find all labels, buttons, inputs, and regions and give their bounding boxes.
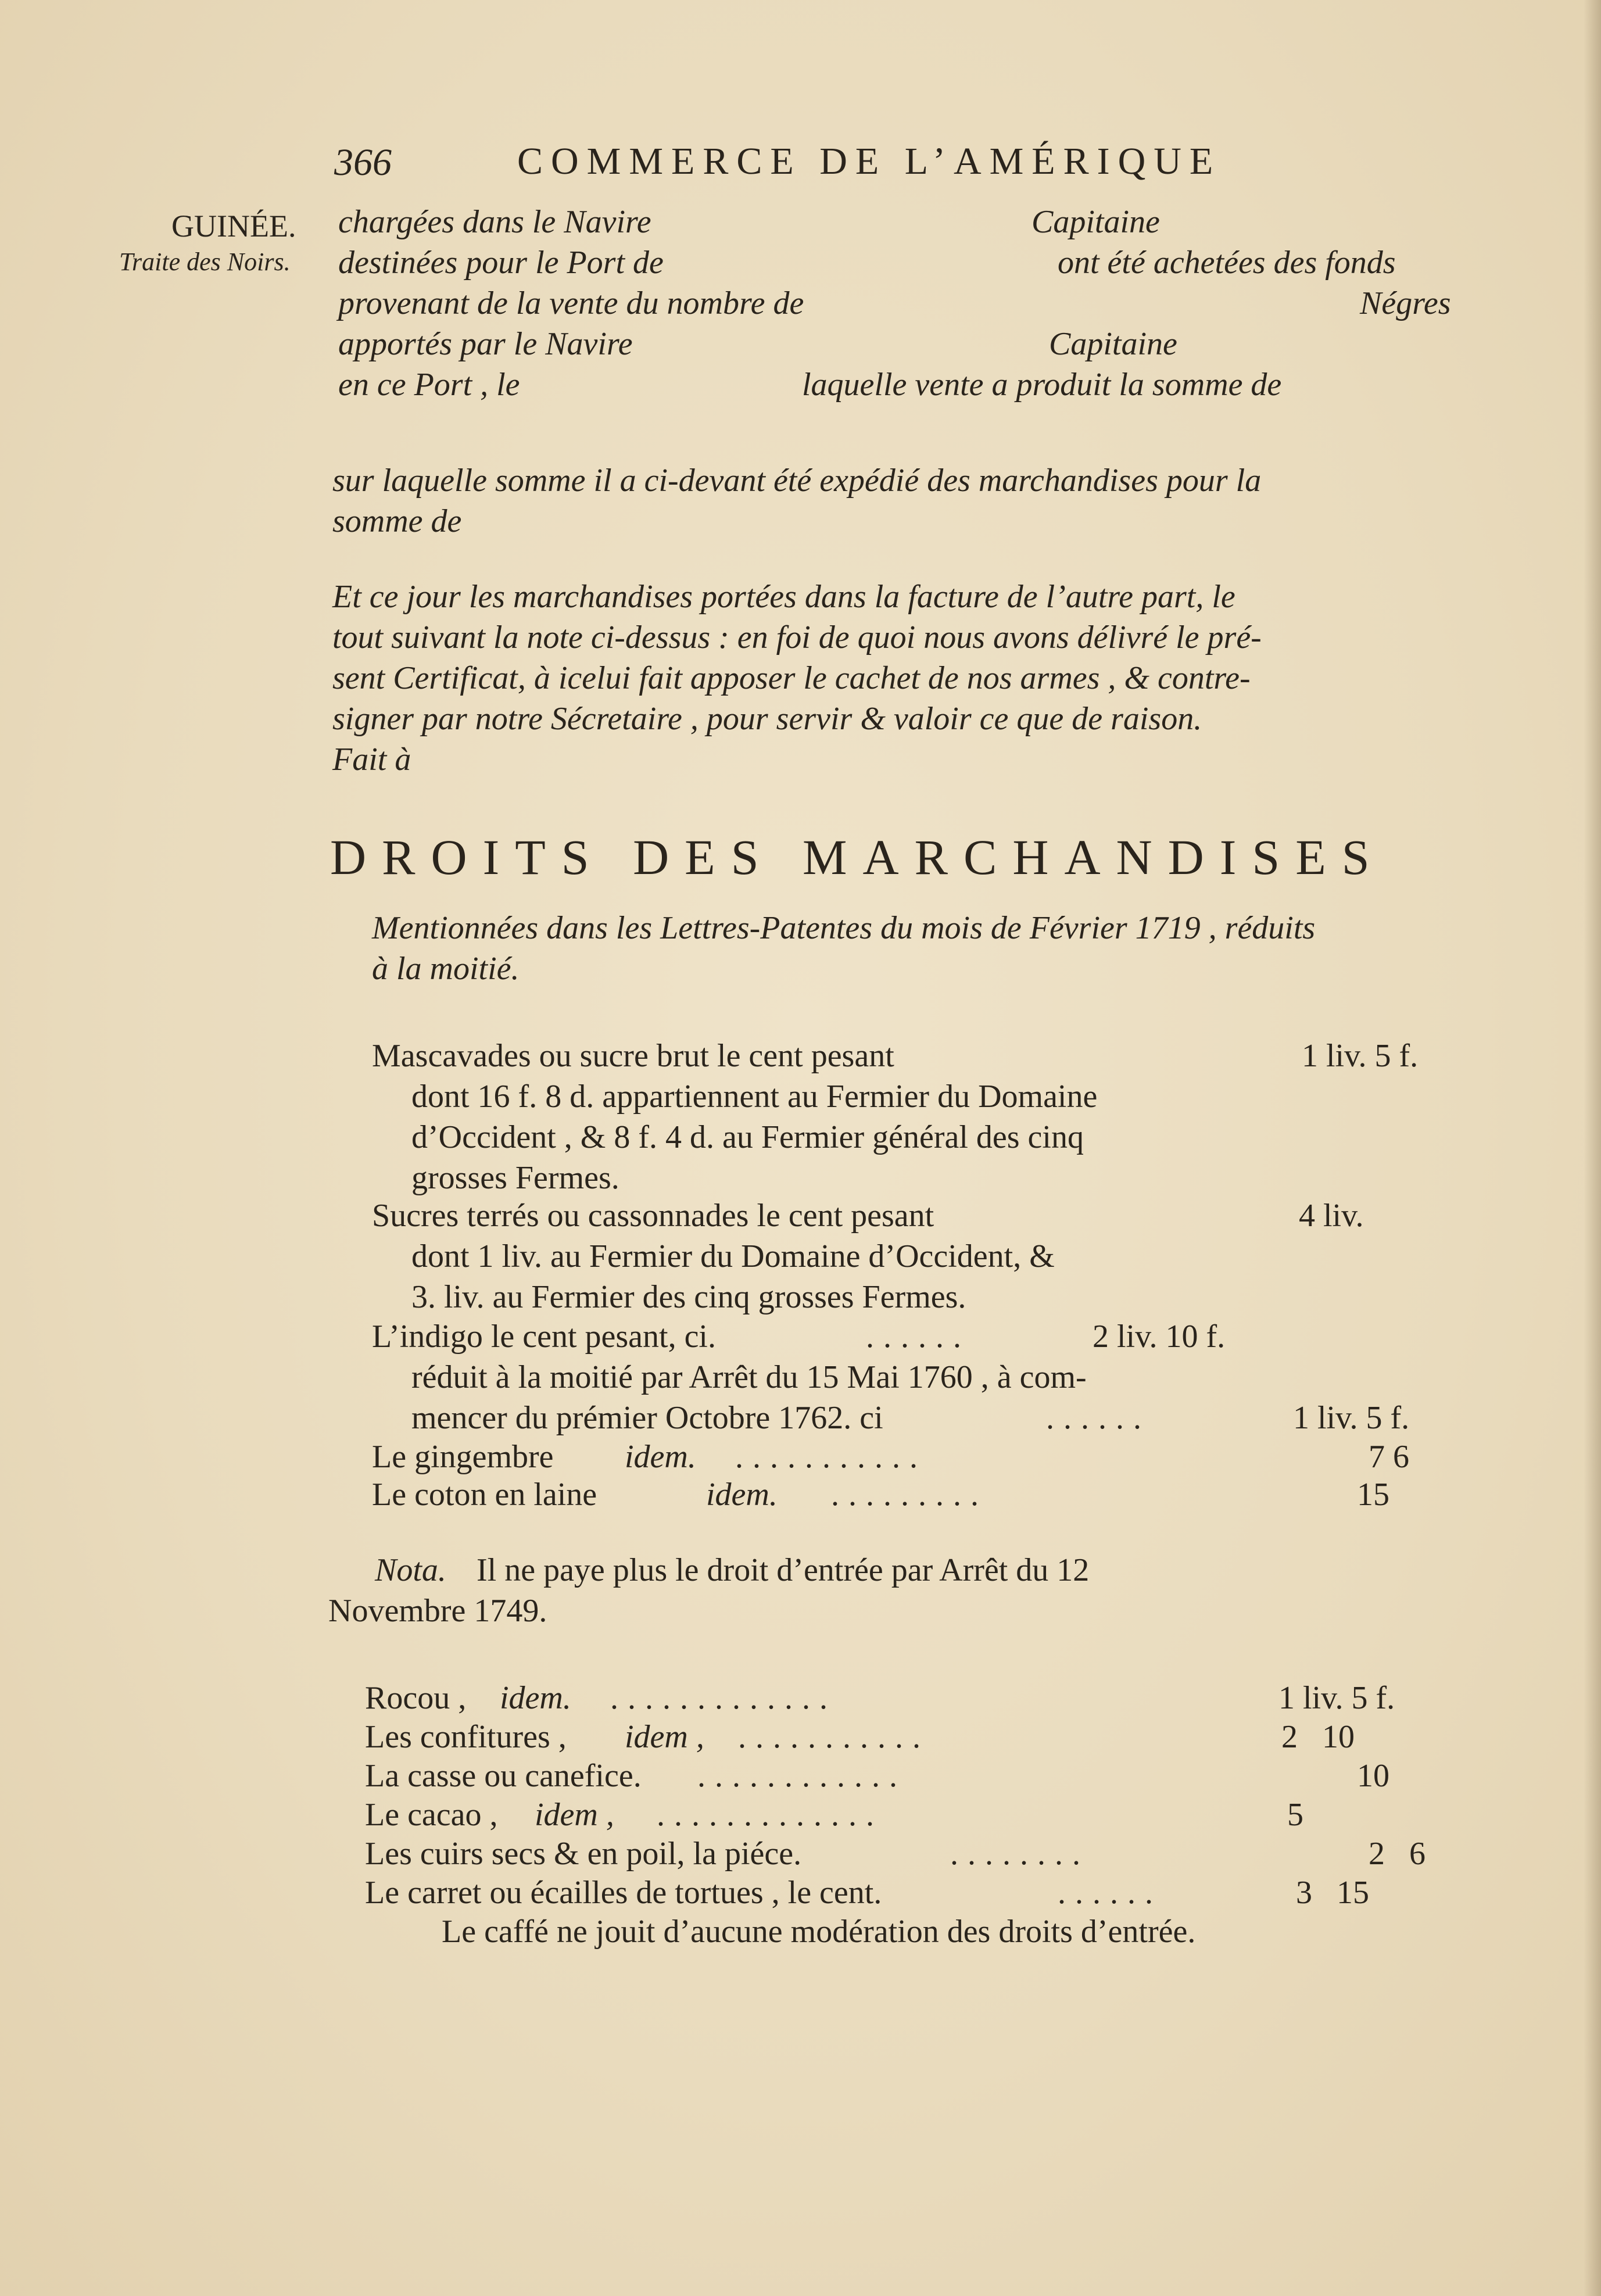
entry-rocou-idem: idem. [500,1680,571,1716]
form-line-1a: chargées dans le Navire [338,204,651,240]
dot-leader: ...... [866,1319,970,1355]
form-line-3a: provenant de la vente du nombre de [338,285,804,321]
form-para3-line3: sent Certificat, à icelui fait apposer le cachet de nos armes , & contre- [332,660,1251,696]
dot-leader: ......... [831,1477,988,1513]
dot-leader: ........... [738,1719,930,1755]
entry-gingembre-label: Le gingembre [372,1439,554,1475]
entry-sucres-amount: 4 liv. [1299,1198,1364,1234]
entry-coton-label: Le coton en laine [372,1477,597,1513]
entry-sucres-line3: 3. liv. au Fermier des cinq grosses Fermes. [411,1279,966,1315]
dot-leader: ........ [950,1836,1090,1872]
section-subtitle-line1: Mentionnées dans les Lettres-Patentes du mois de Février 1719 , réduits [372,910,1316,946]
entry-casse-label: La casse ou canefice. [365,1758,642,1794]
entry-coton-amount: 15 [1357,1477,1389,1513]
entry-mascavades-line2: dont 16 f. 8 d. appartiennent au Fermier du Domaine [411,1079,1098,1115]
form-line-5a: en ce Port , le [338,367,520,403]
entry-indigo-line3: mencer du prémier Octobre 1762. ci [411,1400,883,1436]
entry-mascavades-line3: d’Occident , & 8 f. 4 d. au Fermier général des cinq [411,1119,1084,1155]
form-para2-line2: somme de [332,503,462,539]
entry-indigo-line1: L’indigo le cent pesant, ci. [372,1319,716,1355]
entry-sucres-line1: Sucres terrés ou cassonnades le cent pesant [372,1198,934,1234]
form-line-5b: laquelle vente a produit la somme de [802,367,1282,403]
page-edge-shadow [1584,0,1601,2296]
form-para3-line2: tout suivant la note ci-dessus : en foi de quoi nous avons délivré le pré- [332,619,1262,656]
running-title: COMMERCE DE L’AMÉRIQUE [517,140,1222,182]
form-para3-line5: Fait à [332,742,411,778]
entry-confitures-amount: 2 10 [1281,1719,1355,1755]
form-para3-line1: Et ce jour les marchandises portées dans la facture de l’autre part, le [332,579,1235,615]
entry-indigo-line2: réduit à la moitié par Arrêt du 15 Mai 1760 , à com- [411,1359,1087,1395]
nota-line2: Novembre 1749. [328,1593,547,1629]
dot-leader: ...... [1058,1875,1162,1911]
entry-carret-amount: 3 15 [1296,1875,1369,1911]
entry-cacao-idem: idem , [535,1797,614,1833]
dot-leader: ...... [1046,1400,1151,1436]
entry-rocou-amount: 1 liv. 5 f. [1278,1680,1395,1716]
entry-cacao-label: Le cacao , [365,1797,498,1833]
form-line-2a: destinées pour le Port de [338,245,664,281]
form-line-4a: apportés par le Navire [338,326,633,362]
entry-indigo-inline-amount: 2 liv. 10 f. [1093,1319,1226,1355]
entry-indigo-amount: 1 liv. 5 f. [1293,1400,1410,1436]
entry-confitures-idem: idem , [625,1719,704,1755]
form-line-1b: Capitaine [1031,204,1160,240]
entry-cuirs-label: Les cuirs secs & en poil, la piéce. [365,1836,802,1872]
margin-note-traite: Traite des Noirs. [119,248,291,276]
margin-note-guinee: GUINÉE. [171,209,296,243]
entry-sucres-line2: dont 1 liv. au Fermier du Domaine d’Occident, & [411,1238,1055,1274]
section-subtitle-line2: à la moitié. [372,951,520,987]
entry-mascavades-amount: 1 liv. 5 f. [1302,1038,1419,1074]
form-line-3b: Négres [1360,285,1451,321]
form-para2-line1: sur laquelle somme il a ci-devant été expédié des marchandises pour la [332,463,1262,499]
entry-cuirs-amount: 2 6 [1369,1836,1426,1872]
nota-line1: Il ne paye plus le droit d’entrée par Arrêt du 12 [477,1552,1090,1588]
entry-coton-idem: idem. [706,1477,778,1513]
form-line-4b: Capitaine [1049,326,1177,362]
entry-rocou-label: Rocou , [365,1680,467,1716]
form-para3-line4: signer par notre Sécretaire , pour servir & valoir ce que de raison. [332,701,1202,737]
entry-confitures-label: Les confitures , [365,1719,567,1755]
entry-casse-amount: 10 [1357,1758,1389,1794]
section-title: DROITS DES MARCHANDISES [330,829,1385,885]
cafe-note: Le caffé ne jouit d’aucune modération des droits d’entrée. [442,1914,1196,1950]
entry-mascavades-line1: Mascavades ou sucre brut le cent pesant [372,1038,894,1074]
form-line-2b: ont été achetées des fonds [1058,245,1396,281]
dot-leader: ............. [610,1680,837,1716]
page-number: 366 [334,141,392,184]
entry-carret-label: Le carret ou écailles de tortues , le cent. [365,1875,882,1911]
dot-leader: ............ [697,1758,907,1794]
entry-gingembre-idem: idem. [625,1439,696,1475]
entry-mascavades-line4: grosses Fermes. [411,1160,619,1196]
entry-cacao-amount: 5 [1287,1797,1303,1833]
entry-gingembre-amount: 7 6 [1369,1439,1409,1475]
dot-leader: ........... [735,1439,927,1475]
nota-label: Nota. [375,1552,446,1588]
dot-leader: ............. [657,1797,883,1833]
